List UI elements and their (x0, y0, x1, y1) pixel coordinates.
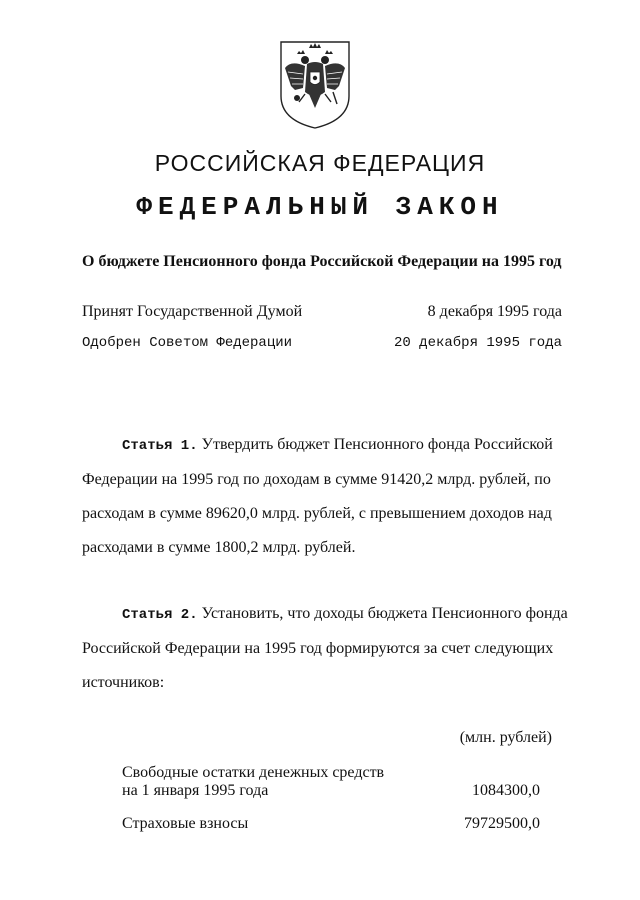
adoption-body: Принят Государственной Думой (82, 303, 303, 320)
russian-coat-of-arms-icon (275, 38, 355, 130)
article-line: Статья 2. Установить, что доходы бюджета Пенсионного фонда (122, 605, 568, 623)
row-value: 1084300,0 (472, 782, 540, 799)
article-line: расходами в сумме 1800,2 млрд. рублей. (82, 539, 356, 556)
emblem (275, 38, 355, 130)
row-label: Страховые взносы (122, 815, 249, 832)
article-heading: Статья 2. (122, 607, 198, 623)
article-line: Статья 1. Утвердить бюджет Пенсионного фонда Российской (122, 436, 553, 454)
law-title: О бюджете Пенсионного фонда Российской Федерации на 1995 год (82, 253, 562, 270)
adoption-date: 20 декабря 1995 года (393, 335, 562, 351)
article-line: источников: (82, 674, 165, 691)
article-line: Федерации на 1995 год по доходам в сумме 91420,2 млрд. рублей, по (82, 471, 551, 488)
article-2 (82, 597, 582, 700)
article-line: Российской Федерации на 1995 год формируются за счет следующих (82, 640, 554, 657)
document-type-heading: ФЕДЕРАЛЬНЫЙ ЗАКОН (136, 192, 504, 222)
adoption-date: 8 декабря 1995 года (427, 303, 562, 320)
row-label: Свободные остатки денежных средств на 1 января 1995 года (122, 764, 385, 799)
row-value: 79729500,0 (464, 815, 540, 832)
article-line: расходам в сумме 89620,0 млрд. рублей, с превышением доходов над (82, 505, 552, 522)
table-row (122, 815, 540, 833)
article-1 (82, 428, 582, 565)
adoption-body: Одобрен Советом Федерации (82, 335, 293, 351)
article-heading: Статья 1. (122, 438, 198, 454)
country-heading: РОССИЙСКАЯ ФЕДЕРАЦИЯ (154, 150, 486, 176)
table-row (122, 764, 540, 800)
table-unit-label: (млн. рублей) (459, 729, 552, 746)
